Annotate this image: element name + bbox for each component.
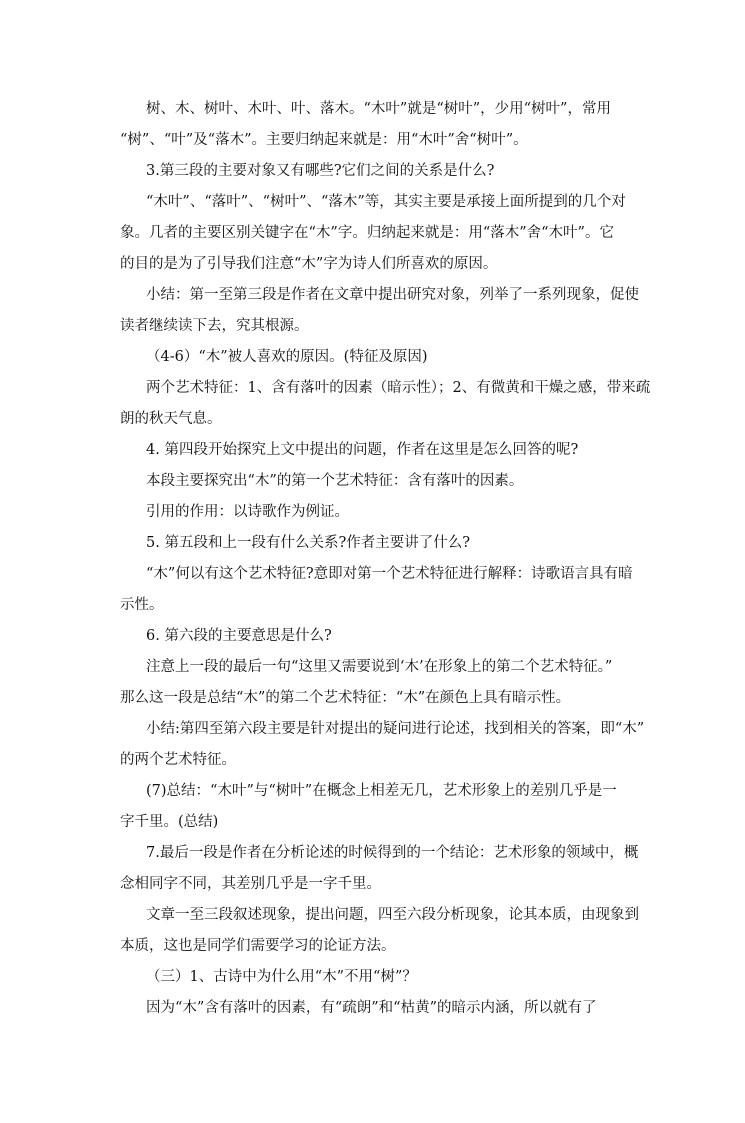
paragraph-line: 示性。 [120,597,164,613]
question-line: 6. 第六段的主要意思是什么? [146,628,332,644]
paragraph-line: 7.最后一段是作者在分析论述的时候得到的一个结论：艺术形象的领域中，概 [146,845,639,861]
summary-line: 小结：第一至第三段是作者在文章中提出研究对象，列举了一系列现象，促使 [146,287,639,303]
paragraph-line: 文章一至三段叙述现象，提出问题，四至六段分析现象，论其本质，由现象到 [146,907,639,923]
section-heading: (7)总结：“木叶”与“树叶”在概念上相差无几，艺术形象上的差别几乎是一 [146,783,617,799]
paragraph-line: “木”何以有这个艺术特征?意即对第一个艺术特征进行解释：诗歌语言具有暗 [146,566,633,582]
paragraph-line: 本段主要探究出“木”的第一个艺术特征：含有落叶的因素。 [146,473,524,489]
summary-line: 的两个艺术特征。 [120,752,236,768]
paragraph-line: 念相同字不同，其差别几乎是一字千里。 [120,876,381,892]
question-line: 3.第三段的主要对象又有哪些?它们之间的关系是什么? [146,163,495,179]
section-heading: 字千里。(总结) [120,814,219,830]
paragraph-line: 注意上一段的最后一句“这里又需要说到‘木’在形象上的第二个艺术特征。” [146,659,613,675]
paragraph-line: 本质，这也是同学们需要学习的论证方法。 [120,938,396,954]
paragraph-line: 树、木、树叶、木叶、叶、落木。“木叶”就是“树叶”，少用“树叶”，常用 [146,101,611,117]
paragraph-line: 因为“木”含有落叶的因素，有“疏朗”和“枯黄”的暗示内涵，所以就有了 [146,1000,597,1016]
paragraph-line: “树”、“叶”及“落木”。主要归纳起来就是：用“木叶”舍“树叶”。 [120,132,528,148]
section-heading: （4-6）“木”被人喜欢的原因。(特征及原因) [146,349,428,365]
question-line: 4. 第四段开始探究上文中提出的问题，作者在这里是怎么回答的呢? [146,442,579,458]
summary-line: 小结:第四至第六段主要是针对提出的疑问进行论述，找到相关的答案，即“木” [146,721,645,737]
paragraph-line: “木叶”、“落叶”、“树叶”、“落木”等，其实主要是承接上面所提到的几个对 [146,194,626,210]
paragraph-line: 的目的是为了引导我们注意“木”字为诗人们所喜欢的原因。 [120,256,498,272]
paragraph-line: 象。几者的主要区别关键字在“木”字。归纳起来就是：用“落木”舍“木叶”。它 [120,225,614,241]
paragraph-line: 引用的作用：以诗歌作为例证。 [146,504,349,520]
section-heading: （三）1、古诗中为什么用“木”不用“树”？ [146,969,417,985]
summary-line: 读者继续读下去，究其根源。 [120,318,309,334]
question-line: 5. 第五段和上一段有什么关系?作者主要讲了什么? [146,535,470,551]
paragraph-line: 那么这一段是总结“木”的第二个艺术特征：“木”在颜色上具有暗示性。 [120,690,571,706]
paragraph-line: 两个艺术特征：1、含有落叶的因素（暗示性）；2、有微黄和干燥之感，带来疏 [146,380,651,396]
paragraph-line: 朗的秋天气息。 [120,411,222,427]
